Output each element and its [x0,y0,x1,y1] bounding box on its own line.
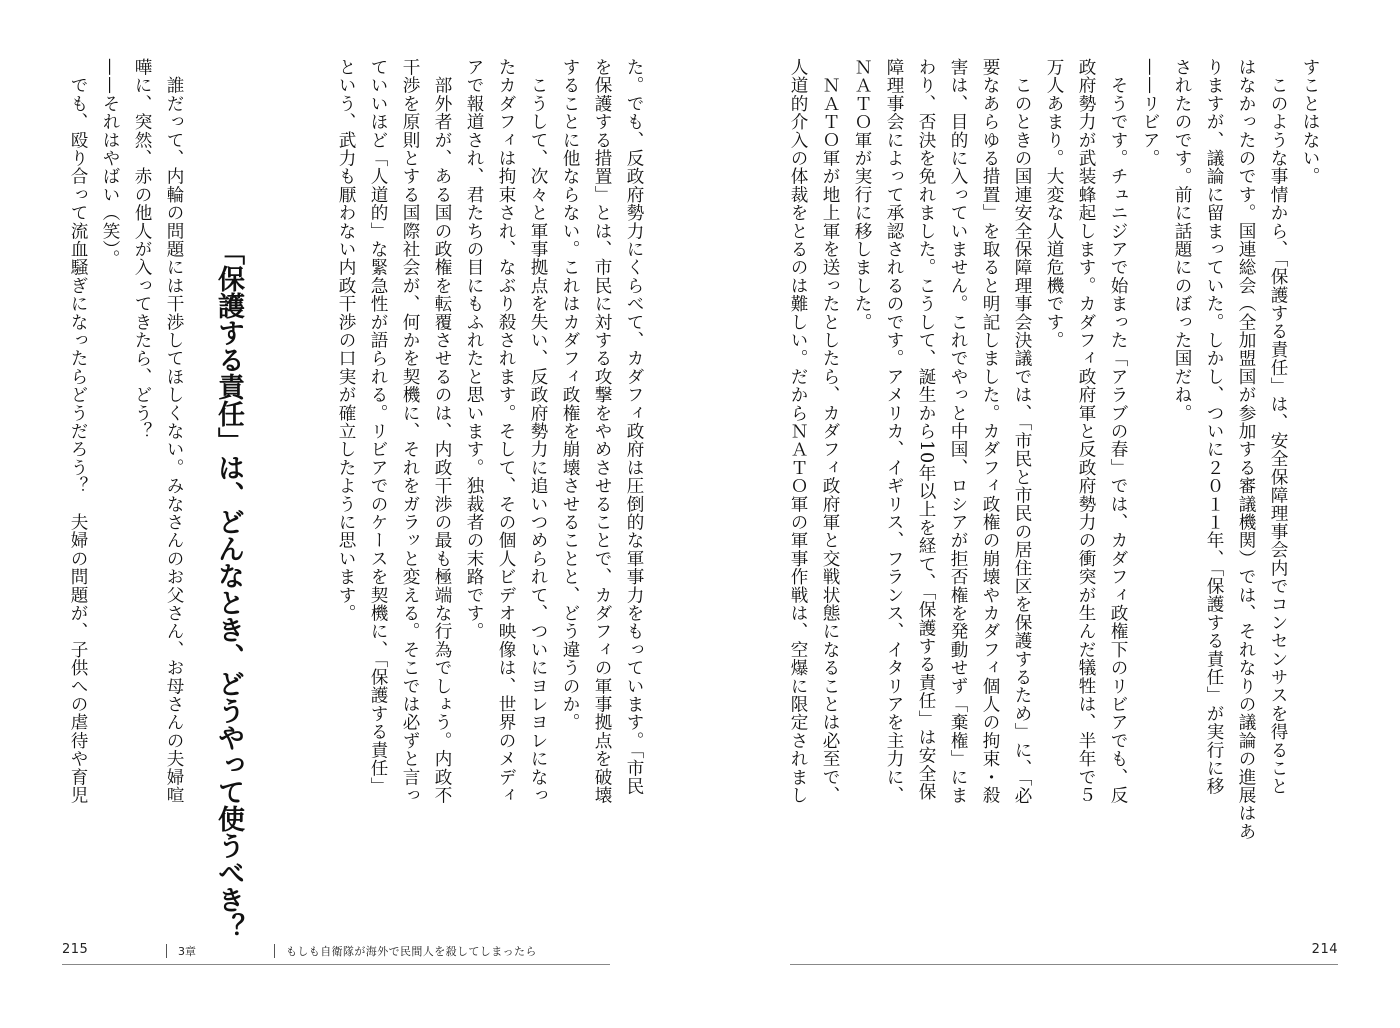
left-page-footer [62,942,610,965]
body-line: こうして、次々と軍事拠点を失い、反政府勢力に追いつめられて、ついにヨレヨレになっ [528,58,548,805]
body-line: はなかったのです。国連総会（全加盟国が参加する審議機関）では、それなりの議論の進展はあ [1236,58,1256,841]
body-line: ——それはやばい（笑）。 [100,58,120,268]
footer-separator [274,944,275,958]
body-line: すことはない。 [1300,58,1320,186]
body-line: 人道的介入の体裁をとるのは難しい。だからＮＡＴＯ軍の軍事作戦は、空爆に限定されまし [788,58,808,805]
left-page-body [290,58,650,838]
body-line: でも、殴り合って流血騒ぎになったらどうだろう？ 夫婦の問題が、子供への虐待や育児 [68,58,88,805]
body-line: されたのです。前に話題にのぼった国だね。 [1172,58,1192,422]
body-line: することに他ならない。これはカダフィ政権を崩壊させることと、どう違うのか。 [560,58,580,732]
page-number: 214 [1311,942,1338,957]
body-line: を保護する措置」とは、市民に対する攻撃をやめさせることで、カダフィの軍事拠点を破壊 [592,58,612,805]
body-line: このときの国連安全保障理事会決議では、「市民と市民の居住区を保護するため」に、「必 [1012,58,1032,805]
body-line: わり、否決を免れました。こうして、誕生から10年以上を経て、「保護する責任」は安全保 [916,58,936,801]
body-line: 嘩に、突然、赤の他人が入ってきたら、どう？ [132,58,152,441]
body-line: 要なあらゆる措置」を取ると明記しました。カダフィ政権の崩壊やカダフィ個人の拘束・殺 [980,58,1000,805]
body-line: た。でも、反政府勢力にくらべて、カダフィ政府は圧倒的な軍事力をもっています。「市民 [624,58,644,796]
body-line: 害は、目的に入っていません。これでやっと中国、ロシアが拒否権を発動せず「棄権」にま [948,58,968,805]
footer-separator [166,944,167,958]
body-line: 障理事会によって承認されるのです。アメリカ、イギリス、フランス、イタリアを主力に、 [884,58,904,805]
body-line: アで報道され、君たちの目にもふれたと思います。独裁者の末路です。 [464,58,484,641]
body-line: このような事情から、「保護する責任」は、安全保障理事会内でコンセンサスを得ること [1268,58,1288,796]
body-line: りますが、議論に留まっていた。しかし、ついに２０１１年、「保護する責任」が実行に移 [1204,58,1224,796]
body-line: ＮＡＴＯ軍が実行に移しました。 [852,58,872,331]
right-page-body [788,58,1326,841]
chapter-label: 3章 [178,945,196,958]
body-line: ていいほど「人道的」な緊急性が語られる。リビアでのケースを契機に、「保護する責任」 [368,58,388,796]
body-line: そうです。チュニジアで始まった「アラブの春」では、カダフィ政権下のリビアでも、反 [1108,58,1128,805]
body-line: ＮＡＴＯ軍が地上軍を送ったとしたら、カダフィ政府軍と交戦状態になることは必至で、 [820,58,840,805]
running-title: もしも自衛隊が海外で民間人を殺してしまったら [286,945,537,958]
body-line: 政府勢力が武装蜂起します。カダフィ政府軍と反政府勢力の衝突が生んだ犠牲は、半年で５ [1076,58,1096,805]
right-page-footer [790,942,1338,965]
body-line: という、武力も厭わない内政干渉の口実が確立したように思います。 [336,58,356,623]
right-page [700,0,1400,1028]
body-line: 万人あまり。大変な人道危機です。 [1044,58,1064,350]
left-page-body-continued [60,58,190,838]
body-line: たカダフィは拘束され、なぶり殺されます。そして、その個人ビデオ映像は、世界のメディ [496,58,516,805]
body-line: 干渉を原則とする国際社会が、何かを契機に、それをガラッと変える。そこでは必ずと言っ [400,58,420,805]
section-heading: 「保護する責任」は、どんなとき、どうやって使うべき？ [213,238,244,940]
body-line: ——リビア。 [1140,58,1160,168]
page-number: 215 [62,942,89,957]
body-line: 部外者が、ある国の政権を転覆させるのは、内政干渉の最も極端な行為でしょう。内政不 [432,58,452,805]
body-line: 誰だって、内輪の問題には干渉してほしくない。みなさんのお父さん、お母さんの夫婦喧 [164,58,184,805]
